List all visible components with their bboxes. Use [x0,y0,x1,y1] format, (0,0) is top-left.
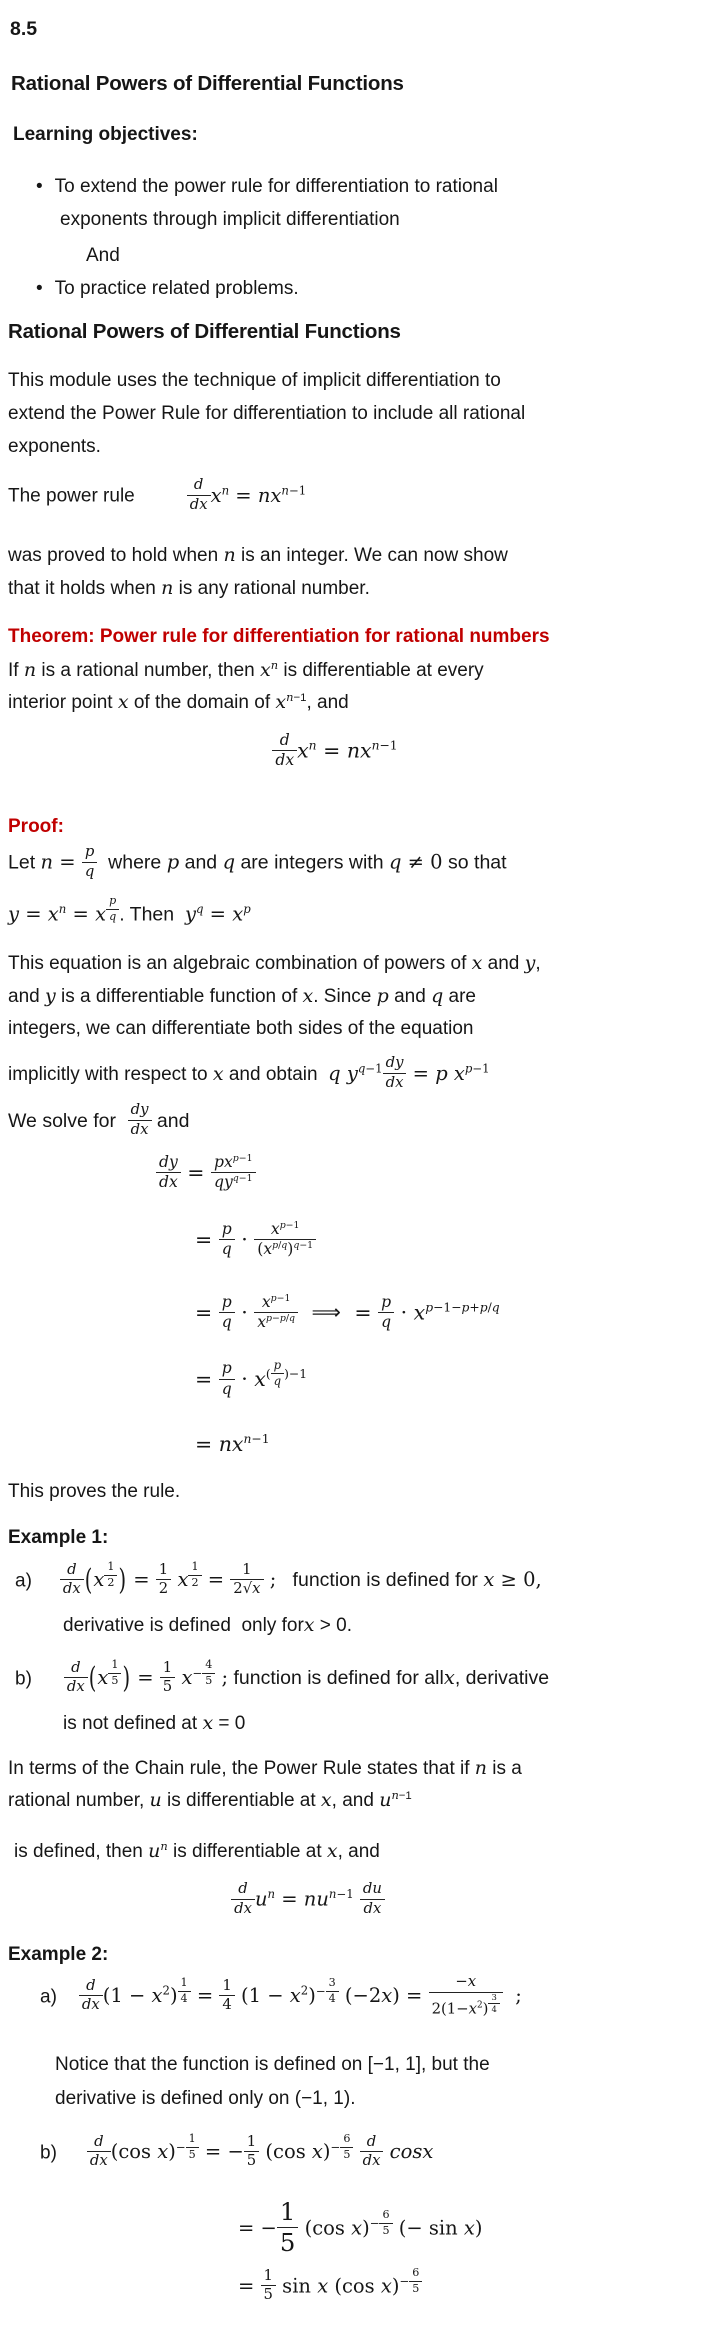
example-2b-formula-line-3: = $\frac{1}{5}$ sin x (cos x)$^{- \frac{6}{5}}$ [238,2268,422,2305]
proof-let-line: Let n = $\frac{p}{q}$ where p and q are integers with q ≠ 0 so that [8,842,507,880]
proof-y-line: $y = x^n = x$ $^{\frac{p}{q}}$ . Then $y^q = x^p$ [8,894,251,926]
obtain-text: implicitly with respect to x and obtain [8,1062,329,1085]
objective-1-and: And [86,245,120,266]
example-2a-formula: $\frac{d}{dx}$ $(1 - x^2)$ $^{\frac{1}{4}}$ = $\frac{1}{4}$ $(1 - x^2)^{- \frac{3}{4}}$ (−2x) = −x $2(1-x^2)$ $^{\frac{3}{4}}$ ; [79,1984,522,2007]
chain-line-1: In terms of the Chain rule, the Power Rule states that if n is a [8,1757,522,1779]
objective-2-row [36,278,299,300]
derivation-line-3: = $\frac{p}{q}$ · $\frac{x^{p-1}}{x^{p-p/q}}$ ⟹ = $\frac{p}{q}$ · $x^{p-1-p+p/q}$ [195,1292,500,1332]
algebra-line-2: and y is a differentiable function of x. Since p and q are [8,985,476,1007]
proof-heading: Proof: [8,816,64,837]
theorem-line-1: If n is a rational number, then $x^n$ is differentiable at every [8,657,484,681]
chain-line-3: is defined, then $u^n$ is differentiable at x, and [14,1838,380,1862]
example-2b-formula-line-1: $\frac{d}{dx}$ (cos x)$^{- \frac{1}{5}}$ = − $\frac{1}{5}$ (cos x)$^{- \frac{6}{5}}$ $\frac{d}{dx}$ cosx [87,2140,433,2163]
notice-line-1: Notice that the function is defined on [−1, 1], but the [55,2054,490,2075]
power-rule-formula: $\frac{d}{dx}$ $x^n = nx^{n-1}$ [187,484,306,507]
example-2b-formula-line-2: = − $\frac{1}{5}$ (cos x)$^{- \frac{6}{5}}$ (− sin x) [238,2197,483,2257]
obtain-formula: q $y^{q-1}$ $\frac{dy}{dx}$ = p $x^{p-1}$ [328,1053,490,1091]
algebra-line-3: integers, we can differentiate both sides of the equation [8,1018,474,1039]
derivation-line-4: = $\frac{p}{q}$ · $x^{( \frac{p}{q} )-1}$ [195,1358,308,1398]
repeat-title: Rational Powers of Differential Functions [8,320,401,343]
bullet-icon: • [36,176,43,197]
algebra-line-1: This equation is an algebraic combination of powers of x and y, [8,952,541,974]
example-2-heading: Example 2: [8,1944,109,1965]
example-1b-line-2: is not defined at x = 0 [63,1712,246,1734]
bullet-icon: • [36,278,43,299]
example-1b-formula: $\frac{d}{dx}$ (x $^{\frac{1}{5}}$ ) = $\frac{1}{5}$ $x^{- \frac{4}{5}}$ ; function is defined for allx, derivative [64,1666,549,1689]
objective-1-line-2: exponents through implicit differentiation [60,209,400,230]
example-2a-row [40,1972,522,2019]
objective-1-line-1: To extend the power rule for differentiation to rational [54,176,498,197]
example-2a-label: a) [40,1986,57,2008]
power-rule-label: The power rule [8,485,135,507]
learning-objectives-heading: Learning objectives: [13,124,198,145]
example-1b-label: b) [15,1668,32,1690]
objective-1-line-1-row [36,176,498,198]
example-2b-label: b) [40,2142,57,2164]
example-1b-row [15,1660,549,1697]
module-line-1: This module uses the technique of implicit differentiation to [8,370,501,391]
theorem-line-2: interior point x of the domain of $x^{n-1}$, and [8,689,349,713]
derivation-line-2: = $\frac{p}{q}$ · $\frac{x^{p-1}}{(x^{p/q})^{q-1}}$ [195,1222,316,1260]
example-2b-row [40,2134,433,2171]
section-number: 8.5 [10,18,38,40]
chain-line-2: rational number, u is differentiable at x, and $u^{n-1}$ [8,1787,412,1811]
solve-line [8,1100,190,1139]
module-line-2: extend the Power Rule for differentiation to include all rational [8,403,526,424]
example-1-heading: Example 1: [8,1527,109,1548]
objective-2: To practice related problems. [54,278,299,299]
theorem-heading: Theorem: Power rule for differentiation for rational numbers [8,626,550,647]
solve-line-content: We solve for $\frac{dy}{dx}$ and [8,1100,190,1138]
proved-line-2: that it holds when n is any rational number. [8,577,370,599]
example-1a-line-2: derivative is defined only forx > 0. [63,1614,353,1636]
chain-rule-display-formula: $\frac{d}{dx}$ $u^n = nu^{n-1}$ $\frac{du}{dx}$ [0,1882,616,1918]
power-rule-row [8,475,307,514]
proves-rule-line: This proves the rule. [8,1481,181,1502]
example-1a-formula: $\frac{d}{dx}$ (x $^{\frac{1}{2}}$ ) = $\frac{1}{2}$ x $^{\frac{1}{2}}$ = $\frac{1}{2√x}$ ; function is defined for x ≥ 0, [60,1568,542,1591]
example-1a-label: a) [15,1570,32,1592]
derivation-line-1: $\frac{dy}{dx}$ = $px^{p-1}$ $qy^{q-1}$ [156,1155,256,1193]
notice-line-2: derivative is defined only on (−1, 1). [55,2088,356,2109]
derivation-line-5: = $nx^{n-1}$ [195,1432,270,1456]
power-rule-display-formula: $\frac{d}{dx}$ $x^n = nx^{n-1}$ [0,733,670,771]
example-1a-row [15,1562,542,1599]
module-line-3: exponents. [8,436,101,457]
algebra-line-4 [8,1053,490,1092]
main-title: Rational Powers of Differential Functions [11,72,404,95]
proved-line-1: was proved to hold when n is an integer. We can now show [8,544,508,566]
